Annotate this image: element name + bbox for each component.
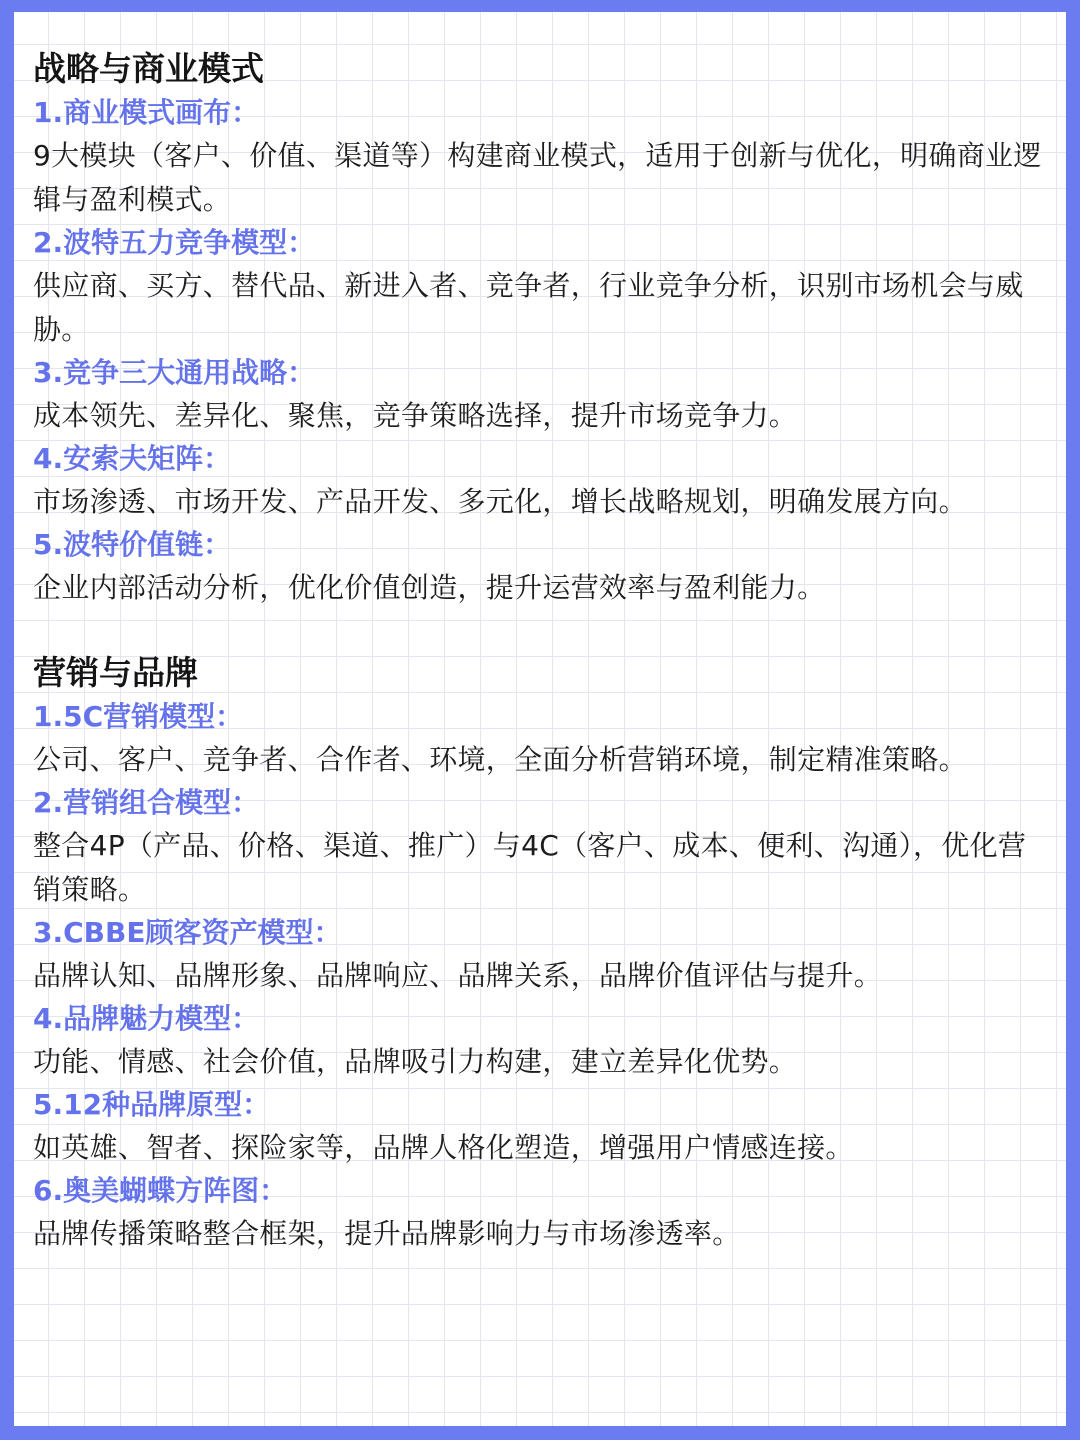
item-description: 公司、客户、竞争者、合作者、环境，全面分析营销环境，制定精准策略。 bbox=[33, 743, 967, 776]
item-heading: 2.营销组合模型： bbox=[33, 786, 260, 819]
list-item bbox=[33, 912, 1050, 998]
section-strategy bbox=[33, 46, 1050, 610]
item-heading: 1.商业模式画布： bbox=[33, 96, 260, 129]
item-heading: 3.竞争三大通用战略： bbox=[33, 356, 316, 389]
item-description: 品牌传播策略整合框架，提升品牌影响力与市场渗透率。 bbox=[33, 1217, 741, 1250]
list-item bbox=[33, 998, 1050, 1084]
item-description: 品牌认知、品牌形象、品牌响应、品牌关系，品牌价值评估与提升。 bbox=[33, 959, 883, 992]
item-heading: 5.波特价值链： bbox=[33, 528, 232, 561]
section-marketing bbox=[33, 650, 1050, 1256]
item-heading: 3.CBBE顾客资产模型： bbox=[33, 916, 342, 949]
item-heading: 6.奥美蝴蝶方阵图： bbox=[33, 1174, 288, 1207]
list-item bbox=[33, 782, 1050, 912]
list-item bbox=[33, 222, 1050, 352]
item-description: 功能、情感、社会价值，品牌吸引力构建，建立差异化优势。 bbox=[33, 1045, 798, 1078]
list-item bbox=[33, 696, 1050, 782]
item-description: 9大模块（客户、价值、渠道等）构建商业模式，适用于创新与优化，明确商业逻辑与盈利模式。 bbox=[33, 139, 1042, 216]
item-heading: 1.5C营销模型： bbox=[33, 700, 244, 733]
item-description: 市场渗透、市场开发、产品开发、多元化，增长战略规划，明确发展方向。 bbox=[33, 485, 967, 518]
list-item bbox=[33, 92, 1050, 222]
item-heading: 4.品牌魅力模型： bbox=[33, 1002, 260, 1035]
item-description: 整合4P（产品、价格、渠道、推广）与4C（客户、成本、便利、沟通），优化营销策略。 bbox=[33, 829, 1027, 906]
section-title: 营销与品牌 bbox=[33, 653, 198, 692]
item-description: 如英雄、智者、探险家等，品牌人格化塑造，增强用户情感连接。 bbox=[33, 1131, 854, 1164]
item-description: 供应商、买方、替代品、新进入者、竞争者，行业竞争分析，识别市场机会与威胁。 bbox=[33, 269, 1024, 346]
item-heading: 5.12种品牌原型： bbox=[33, 1088, 271, 1121]
item-heading: 2.波特五力竞争模型： bbox=[33, 226, 316, 259]
list-item bbox=[33, 438, 1050, 524]
list-item bbox=[33, 352, 1050, 438]
item-heading: 4.安索夫矩阵： bbox=[33, 442, 232, 475]
item-description: 成本领先、差异化、聚焦，竞争策略选择，提升市场竞争力。 bbox=[33, 399, 798, 432]
list-item bbox=[33, 524, 1050, 610]
list-item bbox=[33, 1170, 1050, 1256]
list-item bbox=[33, 1084, 1050, 1170]
item-description: 企业内部活动分析，优化价值创造，提升运营效率与盈利能力。 bbox=[33, 571, 826, 604]
section-title: 战略与商业模式 bbox=[33, 49, 264, 88]
grid-paper-sheet bbox=[14, 12, 1066, 1426]
